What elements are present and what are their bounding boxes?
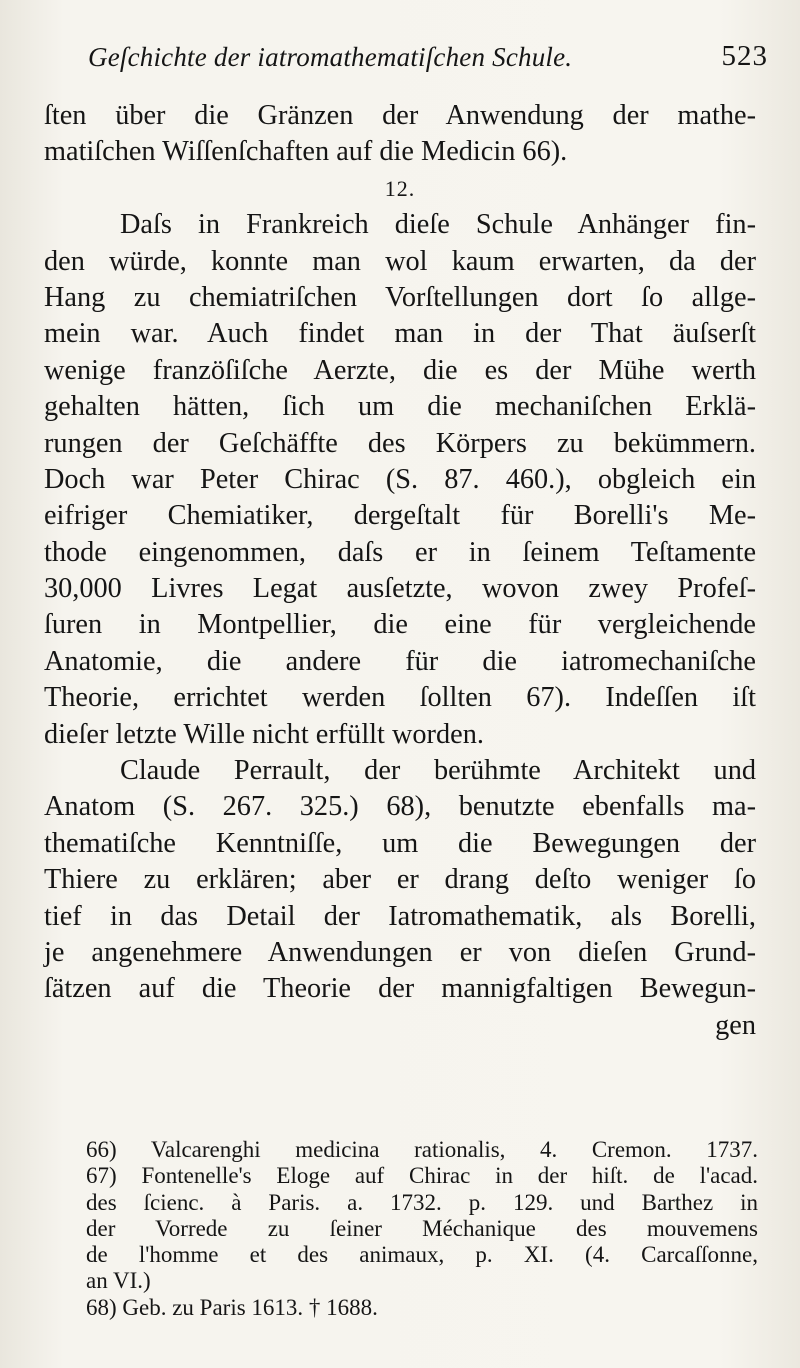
text-line: ſten über die Gränzen der Anwendung der mathe- [44, 100, 756, 131]
paragraph-first-line: Claude Perrault, der berühmte Architekt und [120, 755, 756, 787]
text-line: eifriger Chemiatiker, dergeſtalt für Borelli's Me- [44, 500, 756, 532]
text-line: Thiere zu erklären; aber er drang deſto weniger ſo [44, 864, 756, 896]
text-line: den würde, konnte man wol kaum erwarten, da der [44, 245, 756, 277]
running-header [88, 40, 768, 84]
footnotes [86, 1137, 758, 1321]
main-text [44, 98, 756, 1044]
footnote-line: de l'homme et des animaux, p. XI. (4. Carcaſſonne, [86, 1242, 758, 1268]
text-line: 30,000 Livres Legat ausſetzte, wovon zwey Profeſ- [44, 573, 756, 605]
paragraph-first-line: Daſs in Frankreich dieſe Schule Anhänger fin- [120, 209, 756, 241]
text-line: tief in das Detail der Iatromathematik, als Borelli, [44, 900, 756, 932]
text-line: thematiſche Kenntniſſe, um die Bewegungen der [44, 827, 756, 859]
text-line: thode eingenommen, daſs er in ſeinem Teſtamente [44, 536, 756, 568]
section-number: 12. [384, 175, 416, 201]
footnote-66: 66) Valcarenghi medicina rationalis, 4. Cremon. 1737. [86, 1137, 758, 1162]
text-line: Hang zu chemiatriſchen Vorſtellungen dort ſo allge- [44, 281, 756, 313]
footnote-67: 67) Fontenelle's Eloge auf Chirac in der hiſt. de l'acad. [86, 1163, 758, 1189]
text-line: Theorie, errichtet werden ſollten 67). Indeſſen iſt [44, 682, 756, 714]
text-line: ſätzen auf die Theorie der mannigfaltigen Bewegun- [44, 973, 756, 1005]
footnote-68: 68) Geb. zu Paris 1613. † 1688. [86, 1294, 378, 1320]
text-line: ſuren in Montpellier, die eine für vergleichende [44, 609, 756, 641]
text-line: dieſer letzte Wille nicht erfüllt worden. [44, 718, 484, 750]
text-line: Doch war Peter Chirac (S. 87. 460.), obgleich ein [44, 463, 756, 495]
text-line: matiſchen Wiſſenſchaften auf die Medicin 66). [44, 136, 568, 168]
catchword: gen [715, 1009, 756, 1041]
text-line: gehalten hätten, ſich um die mechaniſchen Erklä- [44, 391, 756, 423]
page-number: 523 [721, 40, 768, 72]
footnote-line: an VI.) [86, 1268, 151, 1294]
text-line: Anatom (S. 267. 325.) 68), benutzte ebenfalls ma- [44, 791, 756, 823]
text-line: rungen der Geſchäffte des Körpers zu bekümmern. [44, 427, 756, 459]
running-title: Geſchichte der iatromathematiſchen Schule. [88, 42, 573, 72]
text-line: wenige franzöſiſche Aerzte, die es der Mühe werth [44, 354, 756, 386]
footnote-line: des ſcienc. à Paris. a. 1732. p. 129. und Barthez in [86, 1189, 758, 1215]
text-line: mein war. Auch findet man in der That äuſserſt [44, 318, 756, 350]
text-line: Anatomie, die andere für die iatromechaniſche [44, 645, 756, 677]
text-line: je angenehmere Anwendungen er von dieſen Grund- [44, 936, 756, 968]
footnote-line: der Vorrede zu ſeiner Méchanique des mouvemens [86, 1215, 758, 1241]
